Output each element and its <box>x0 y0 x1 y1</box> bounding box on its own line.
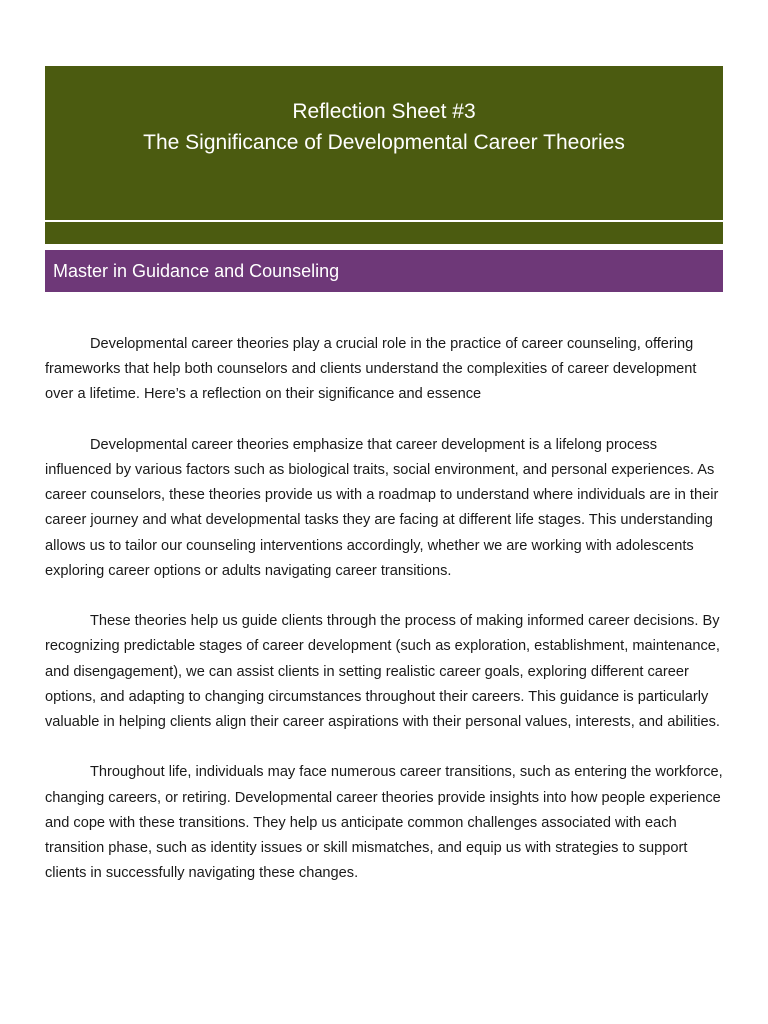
document-subtitle-heading: The Significance of Developmental Career Theories <box>143 131 625 154</box>
document-title: Reflection Sheet #3 <box>292 100 476 123</box>
program-label: Master in Guidance and Counseling <box>53 261 340 281</box>
body-paragraph: Developmental career theories play a crucial role in the practice of career counseling, offering frameworks that help both counselors and clients understand the complexities of career development over a lifetime. Here’s a reflection on their significance and essence <box>45 336 697 403</box>
body-paragraph: Throughout life, individuals may face numerous career transitions, such as entering the workforce, changing careers, or retiring. Developmental career theories provide insights into how people experience and cope with these transitions. They help us anticipate common challenges associated with each transition phase, such as identity issues or skill mismatches, and equip us with strategies to support clients in successfully navigating these changes. <box>45 764 723 882</box>
body-paragraph: Developmental career theories emphasize that career development is a lifelong process influenced by various factors such as biological traits, social environment, and personal experiences. As career counselors, these theories provide us with a roadmap to understand where individuals are in their career journey and what developmental tasks they are facing at different life stages. This understanding allows us to tailor our counseling interventions accordingly, whether we are working with adolescents exploring career options or adults navigating career transitions. <box>45 436 719 579</box>
title-banner <box>45 66 723 220</box>
program-bar <box>45 250 723 292</box>
body-paragraph: These theories help us guide clients through the process of making informed career decisions. By recognizing predictable stages of career development (such as exploration, establishment, maintenance, and disengagement), we can assist clients in setting realistic career goals, exploring different career options, and adapting to changing circumstances throughout their careers. This guidance is particularly valuable in helping clients align their career aspirations with their personal values, interests, and abilities. <box>45 613 720 731</box>
body-content <box>45 332 725 912</box>
banner-bottom-strip <box>45 222 723 244</box>
